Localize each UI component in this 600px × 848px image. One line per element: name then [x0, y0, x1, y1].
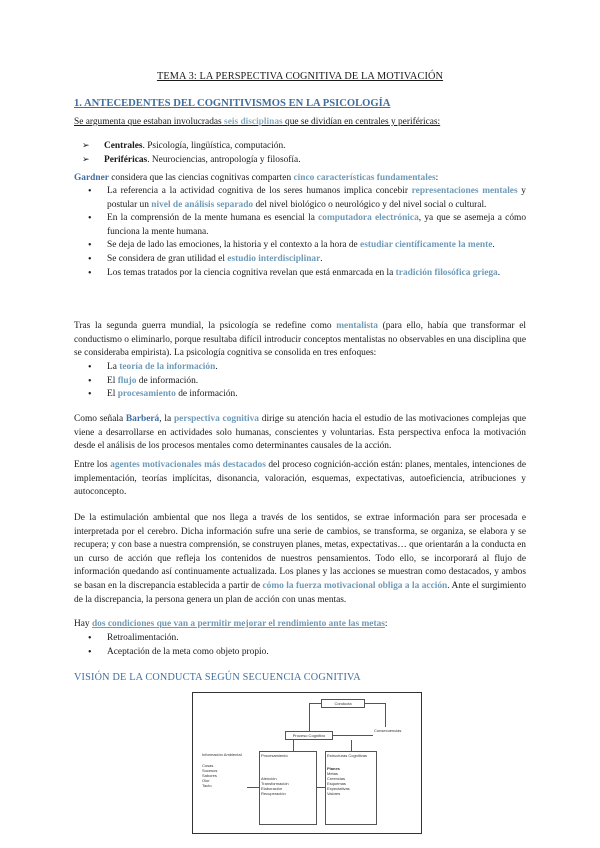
diagram-item: Cosas	[202, 763, 214, 768]
two-conditions-paragraph: Hay dos condiciones que van a permitir mejorar el rendimiento ante las metas:	[74, 619, 388, 629]
diagram-item: Metas	[327, 771, 338, 776]
diagram-item: Atención	[261, 776, 277, 781]
diagram-arrow	[309, 703, 321, 704]
conditions-list	[74, 632, 526, 659]
list-item: • El flujo de información.	[74, 375, 526, 389]
diagram-arrow	[385, 703, 386, 727]
diagram-item: Planes	[327, 766, 340, 771]
diagram-process-items	[261, 776, 315, 796]
diagram-arrow	[317, 787, 325, 788]
list-item: • La teoría de la información.	[74, 361, 526, 375]
war-paragraph: Tras la segunda guerra mundial, la psicología se redefine como mentalista (para ello, había que transformar el conductismo o eliminarlo, porque resultaba difícil introducir conceptos mentalistas no observables en una disciplina que se consideraba empirista). La psicología cognitiva se consolida en tres enfoques:	[74, 321, 526, 359]
list-item: • Aceptación de la meta como objeto propio.	[74, 646, 526, 660]
section-heading-vision: VISIÓN DE LA CONDUCTA SEGÚN SECUENCIA COGNITIVA	[74, 672, 361, 683]
diagram-box-structures	[325, 751, 377, 825]
barbera-paragraph: Como señala Barberá, la perspectiva cognitiva dirige su atención hacia el estudio de las motivaciones complejas que viene a desarrollarse en actividades solo humanas, conscientes y voluntarias. Esta perspectiva enfoca la motivación desde el análisis de los procesos mentales como determinantes causales de la acción.	[74, 414, 526, 452]
diagram-process-title: Procesamiento	[261, 753, 288, 758]
diagram-arrow	[365, 703, 385, 704]
diagram-item: Olor	[202, 778, 210, 783]
list-item: • Se considera de gran utilidad el estudio interdisciplinar.	[74, 253, 526, 267]
diagram-item: Expectativas	[327, 786, 350, 791]
diagram-box-input	[201, 751, 247, 825]
diagram-item: Sabores	[202, 773, 217, 778]
cognitive-sequence-diagram	[192, 692, 422, 834]
diagram-item: Creencias	[327, 776, 346, 781]
gardner-paragraph: Gardner considera que las ciencias cognitivas comparten cinco características fundamentales:	[74, 173, 439, 183]
five-characteristics-list	[74, 185, 526, 280]
list-item: • Se deja de lado las emociones, la historia y el contexto a la hora de estudiar científicamente la mente.	[74, 239, 526, 253]
list-item: ➢ Centrales. Psicología, lingüística, computación.	[74, 140, 534, 154]
list-item: • El procesamiento de información.	[74, 388, 526, 402]
section-heading-antecedentes: 1. ANTECEDENTES DEL COGNITIVISMOS EN LA PSICOLOGÍA	[74, 98, 391, 109]
diagram-item: Tacto	[202, 783, 212, 788]
diagram-arrow	[333, 735, 373, 736]
diagram-item: Elaboración	[261, 786, 283, 791]
stimulation-paragraph: De la estimulación ambiental que nos llega a través de los sentidos, se extrae información para ser procesada e interpretada por el cerebro. Dicha información sufre una serie de cambios, se transforma, se organiza, se elabora y se recupera; y con base a nuestra comprensión, se construyen planes, metas, expectativas… que orientarán a la conducta en un curso de acción que refleja los contenidos de nuestros pensamientos. Todo ello, se incorporará al flujo de información quedando así continuamente actualizada. Los planes y las acciones se muestran como destacados, y ambos se basan en la discrepancia establecida a partir de cómo la fuerza motivacional obliga a la acción. Ante el surgimiento de la discrepancia, la persona genera un plan de acción con unas mentas.	[74, 513, 527, 605]
diagram-arrow	[351, 740, 352, 751]
diagram-input-title: Información Ambiental	[202, 752, 242, 757]
list-item: • Los temas tratados por la ciencia cognitiva revelan que está enmarcada en la tradición filosófica griega.	[74, 267, 526, 281]
diagram-box-conducta: Conducta	[321, 699, 365, 708]
list-item: • En la comprensión de la mente humana es esencial la computadora electrónica, ya que se asemeja a cómo funciona la mente humana.	[74, 212, 526, 239]
diagram-input-items	[202, 763, 246, 788]
diagram-arrow	[247, 787, 259, 788]
three-approaches-list	[74, 361, 526, 402]
diagram-box-consecuencias: Consecuencias	[374, 728, 402, 733]
diagram-item: Recuperación	[261, 791, 286, 796]
diagram-box-proceso: Proceso Cognitivo	[285, 731, 333, 740]
list-item: ➢ Periféricas. Neurociencias, antropología y filosofía.	[74, 154, 534, 168]
list-item: • La referencia a la actividad cognitiva de los seres humanos implica concebir representaciones mentales y postular un nivel de análisis separado del nivel biológico o neurológico y del nivel social o cultural.	[74, 185, 526, 212]
diagram-item: Esquemas	[327, 781, 346, 786]
page-title: TEMA 3: LA PERSPECTIVA COGNITIVA DE LA MOTIVACIÓN	[156, 71, 444, 82]
diagram-arrow	[293, 740, 294, 751]
diagram-arrow	[309, 703, 310, 731]
diagram-structures-items	[327, 766, 375, 796]
diagram-structures-title: Estructuras Cognitivas	[327, 753, 368, 758]
diagram-item: Transformación	[261, 781, 289, 786]
diagram-item: Sucesos	[202, 768, 218, 773]
disciplines-list	[74, 140, 534, 167]
diagram-box-processing	[259, 751, 317, 825]
agents-paragraph: Entre los agentes motivacionales más destacados del proceso cognición-acción están: planes, mentales, intenciones de implementación, teorías implícitas, disonancia, valoración, esquemas, expectativas, autoeficiencia, atribuciones y autoconcepto.	[74, 460, 526, 498]
list-item: • Retroalimentación.	[74, 632, 526, 646]
intro-paragraph	[74, 116, 534, 130]
diagram-item: Valores	[327, 791, 341, 796]
intro-text: Se argumenta que estaban involucradas seis disciplinas que se dividían en centrales y periféricas:	[74, 117, 441, 127]
